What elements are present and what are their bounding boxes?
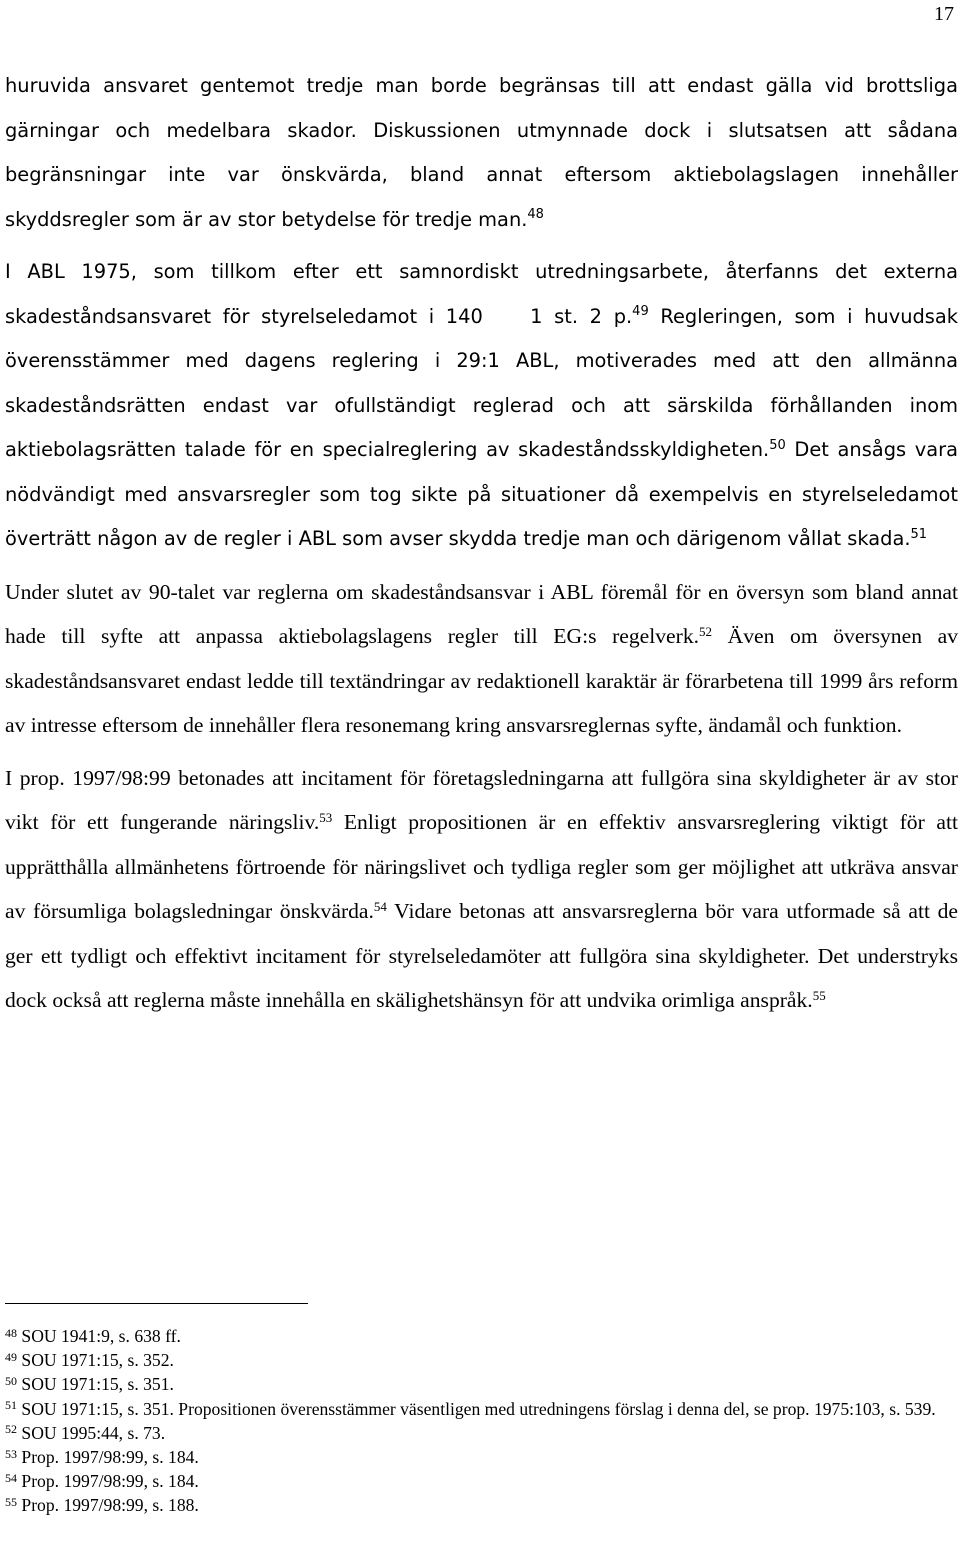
footnote-text: SOU 1971:15, s. 351. Propositionen överensstämmer väsentligen med utredningens förslag i denna del, se prop. 1975:103, s. 539. — [21, 1398, 936, 1419]
paragraph — [5, 570, 958, 748]
footnote-reference: 50 — [769, 437, 786, 453]
footnote — [5, 1445, 955, 1469]
footnote — [5, 1324, 955, 1348]
footnote-number: 51 — [5, 1398, 17, 1413]
footnote-text: Prop. 1997/98:99, s. 184. — [21, 1447, 199, 1468]
footnote — [5, 1493, 955, 1517]
footnote-text: SOU 1971:15, s. 352. — [21, 1350, 174, 1371]
footnote-text: SOU 1941:9, s. 638 ff. — [21, 1326, 181, 1346]
text-run: Under slutet av 90-talet var reglerna om skadeståndsansvar i ABL föremål för en översyn som bland annat hade till syfte att anpassa aktiebolagslagens regler till EG:s regelverk. — [5, 579, 958, 648]
footnote-reference: 53 — [319, 809, 333, 825]
footnote — [5, 1372, 955, 1396]
footnote-reference: 55 — [812, 987, 826, 1003]
page-number: 17 — [934, 3, 954, 25]
text-run: huruvida ansvaret gentemot tredje man borde begränsas till att endast gälla vid brottsliga gärningar och medelbara skador. Diskussionen utmynnade dock i slutsatsen att sådana begränsningar inte var önskvärda, bland annat eftersom aktiebolagslagen innehåller skyddsregler som är av stor betydelse för tredje man. — [5, 74, 958, 231]
footnote — [5, 1469, 955, 1493]
footnote-reference: 54 — [373, 898, 387, 914]
text-run: Det ansågs vara nödvändigt med ansvarsregler som tog sikte på situationer då exempelvis en styrelseledamot överträtt någon av de regler i ABL som avser skydda tredje man och därigenom vållat skada. — [5, 438, 958, 550]
paragraph — [5, 64, 958, 242]
footnote-text: Prop. 1997/98:99, s. 188. — [21, 1495, 199, 1516]
paragraph — [5, 250, 958, 562]
footnote-reference: 52 — [699, 623, 713, 639]
text-run: 1 st. 2 p. — [518, 304, 633, 328]
paragraph — [5, 756, 958, 1023]
text-run: Regleringen, som i huvudsak överensstämmer med dagens reglering i 29:1 ABL, motiverades med att den allmänna skadeståndsrätten endast var ofullständigt reglerad och att särskilda förhållanden inom aktiebolagsrätten talade för en specialreglering av skadeståndsskyldigheten. — [5, 304, 959, 461]
text-run: I ABL 1975, som tillkom efter ett samnordiskt utredningsarbete, återfanns det externa skadeståndsansvaret för styrelseledamot i 140 — [5, 260, 958, 328]
footnote-reference: 49 — [632, 304, 649, 320]
footnote-number: 53 — [5, 1446, 17, 1461]
footnote — [5, 1397, 955, 1421]
text-run: Även om översynen av skadeståndsansvaret endast ledde till textändringar av redaktionell karaktär är förarbetena till 1999 års reform av intresse eftersom de innehåller flera resonemang kring ansvarsreglernas syfte, ändamål och funktion. — [5, 624, 958, 737]
footnote-separator — [5, 1303, 308, 1304]
footnote — [5, 1421, 955, 1445]
footnote — [5, 1348, 955, 1372]
body-text — [5, 64, 958, 1031]
footnote-number: 55 — [5, 1495, 17, 1510]
footnote-reference: 48 — [527, 207, 544, 223]
text-run: Enligt propositionen är en effektiv ansvarsreglering viktigt för att upprätthålla allmänhetens förtroende för näringslivet och tydliga regler som ger möjlighet att utkräva ansvar av försumliga bolagsledningar önskvärda. — [5, 810, 958, 923]
text-run: I prop. 1997/98:99 betonades att incitament för företagsledningarna att fullgöra sina skyldigheter är av stor vikt för ett fungerande näringsliv. — [5, 765, 958, 834]
footnote-reference: 51 — [910, 526, 928, 542]
text-run: Vidare betonas att ansvarsreglerna bör vara utformade så att de ger ett tydligt och effektivt incitament för styrelseledamöter att fullgöra sina skyldigheter. Det understryks dock också att reglerna måste innehålla en skälighetshänsyn för att undvika orimliga anspråk. — [5, 899, 959, 1012]
footnote-number: 50 — [5, 1374, 17, 1389]
footnote-text: SOU 1971:15, s. 351. — [21, 1374, 174, 1395]
footnote-number: 49 — [5, 1349, 17, 1364]
footnote-text: Prop. 1997/98:99, s. 184. — [21, 1471, 199, 1492]
footnote-number: 48 — [5, 1325, 17, 1340]
footnote-text: SOU 1995:44, s. 73. — [21, 1422, 166, 1443]
footnote-number: 52 — [5, 1422, 17, 1437]
footnotes — [5, 1324, 955, 1518]
footnote-number: 54 — [5, 1470, 17, 1485]
